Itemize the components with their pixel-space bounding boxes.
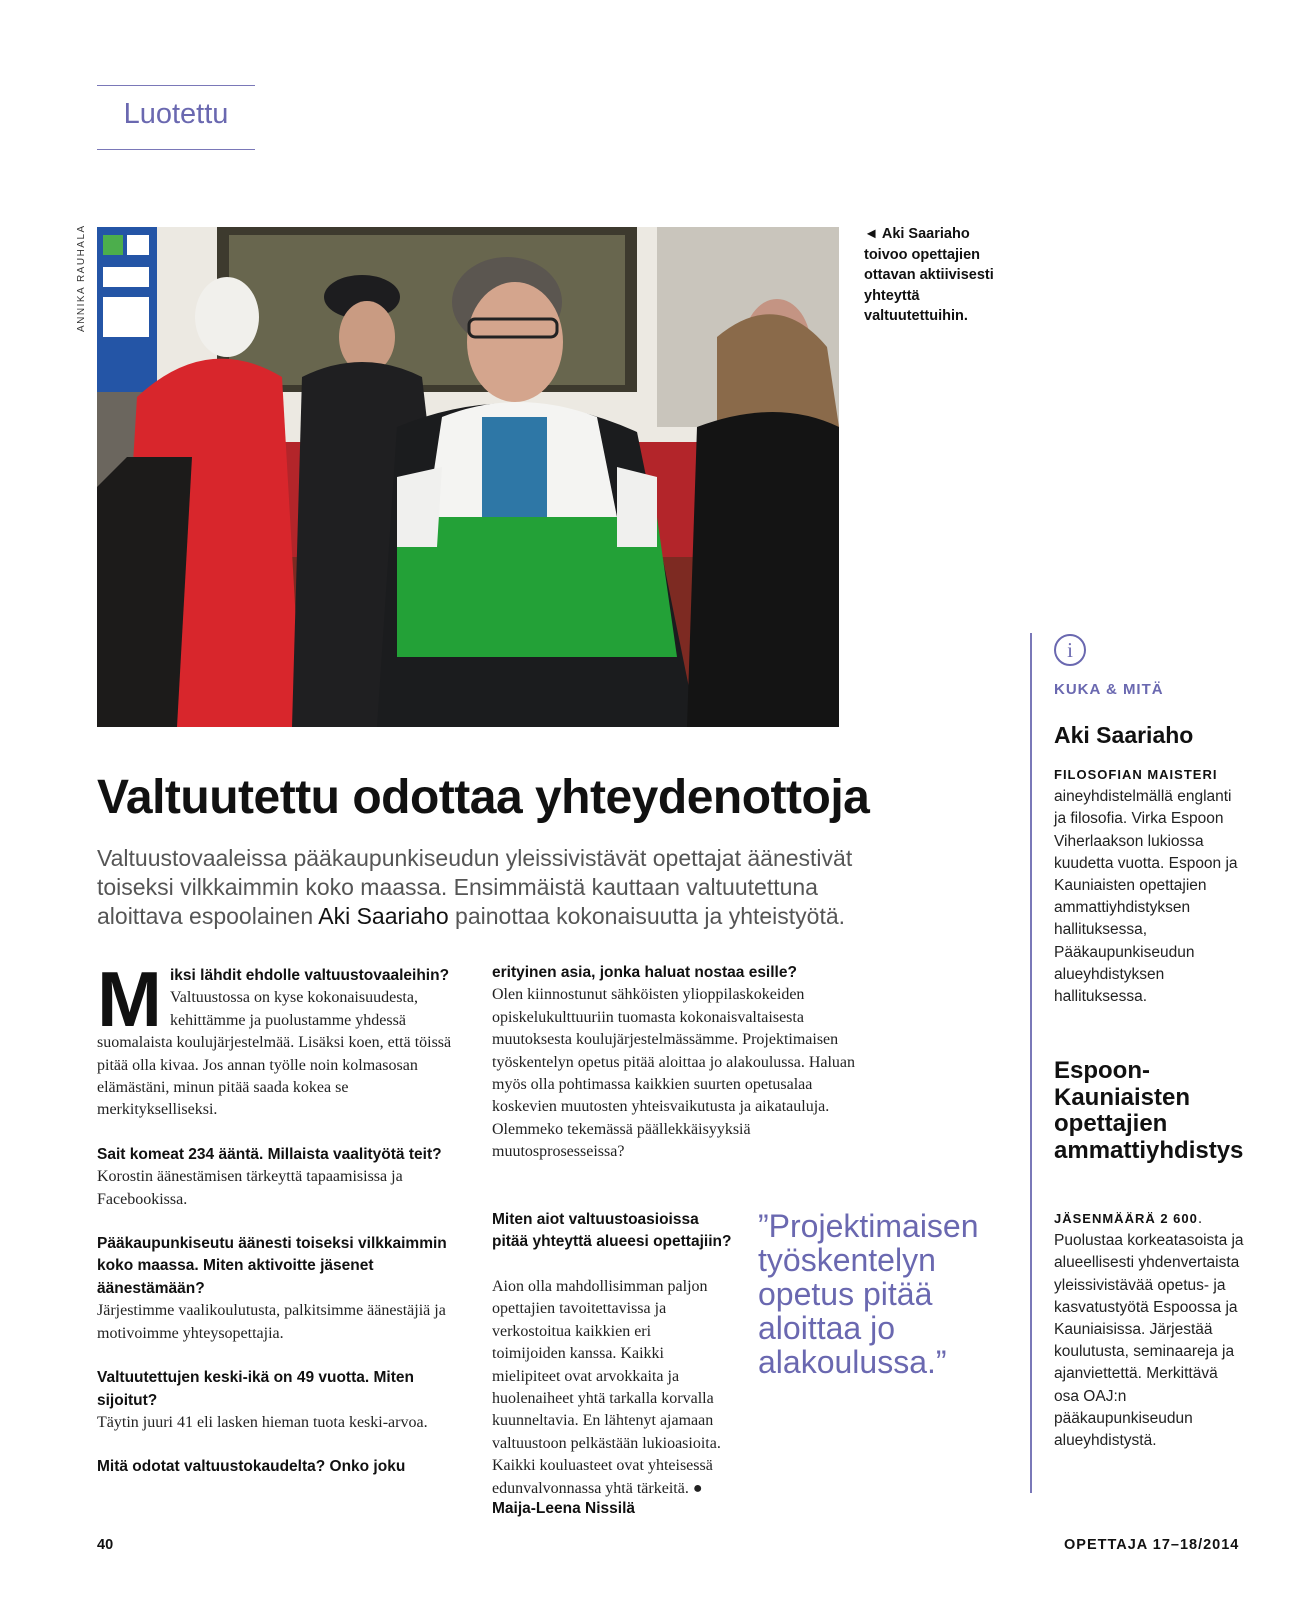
article-lead: [97, 844, 887, 931]
sidebar-kicker: KUKA & MITÄ: [1054, 681, 1164, 698]
lead-name: Aki Saariaho: [318, 903, 449, 929]
answer-1: Valtuustossa on kyse kokonaisuudesta, kehittämme ja puolustamme yhdessä suomalaista koulujärjestelmää. Lisäksi koen, että töissä pitää olla kivaa. Jos annan työlle noin kolmasosan elämästäni, minun pitää saada kokea se merkitykselliseksi.: [97, 989, 452, 1119]
drop-cap: M: [97, 955, 162, 1043]
question-2: Sait komeat 234 ääntä. Millaista vaalityötä teit?: [97, 1145, 442, 1163]
sidebar-person-name: Aki Saariaho: [1054, 722, 1194, 748]
sidebar-rule: [1030, 633, 1032, 1493]
article-headline: Valtuutettu odottaa yhteydenottoja: [97, 771, 870, 824]
article-column-2-lower: [492, 1209, 737, 1254]
question-5-end: erityinen asia, jonka haluat nostaa esille?: [492, 964, 797, 981]
sidebar-degree: FILOSOFIAN MAISTERI: [1054, 767, 1218, 782]
author-byline: Maija-Leena Nissilä: [492, 1500, 636, 1517]
sidebar-bio-text: aineyhdistelmällä englanti ja filosofia. Virka Espoon Viherlaakson lukiossa kuudetta vuotta. Espoon ja Kauniaisten opettajien ammattiyhdistyksen hallituksessa, Pääkaupunkiseudun alueyhdistyksen hallituksessa.: [1054, 788, 1238, 1006]
answer-2: Korostin äänestämisen tärkeyttä tapaamisissa ja Facebookissa.: [97, 1168, 403, 1208]
lead-text-before: Valtuustovaaleissa pääkaupunkiseudun yleissivistävät opettajat äänestivät toiseksi vilkkaimmin koko maassa. Ensimmäistä kauttaan valtuutettuna aloittava espoolainen: [97, 845, 853, 929]
answer-5: Olen kiinnostunut sähköisten ylioppilaskokeiden opiskelukulttuuriin tuomasta kokonaisvaltaisesta muutoksesta koulujärjestelmässämme. Projektimaisen työskentelyn opetus pitää aloittaa jo alakoulussa. Haluan myös olla pohtimassa kaikkien suurten opetusalaa koskevien muutosten yhteisvaikutusta ja aikatauluja. Olemmeko tekemässä päällekkäisyyksiä muutosprosesseissa?: [492, 986, 856, 1161]
question-3: Pääkaupunkiseutu äänesti toiseksi vilkkaimmin koko maassa. Miten aktivoitte jäsenet äänestämään?: [97, 1235, 447, 1297]
answer-6: Aion olla mahdollisimman paljon opettajien tavoitettavissa ja verkostoitua kaikkien eri toimijoiden kanssa. Kaikki mielipiteet ovat arvokkaita ja huolenaiheet yhtä tarkalla korvalla kuunneltavia. En lähtenyt ajamaan valtuustoon pelkästään lukioasioita. Kaikki kouluasteet ovat yhteisessä edunvalvonnassa yhtä tärkeitä.: [492, 1278, 721, 1497]
section-tag: Luotettu: [123, 98, 229, 130]
question-5-start: Mitä odotat valtuustokaudelta? Onko joku: [97, 1458, 406, 1476]
question-6: Miten aiot valtuustoasioissa pitää yhteyttä alueesi opettajiin?: [492, 1211, 732, 1251]
lead-text-after: painottaa kokonaisuutta ja yhteistyötä.: [448, 903, 846, 929]
sidebar-org-text: Puolustaa korkeatasoista ja alueellisesti yhdenvertaista yleissivistävää opetus- ja kasvatustyötä Espoossa ja Kauniaisissa. Järjestää koulutusta, seminaareja ja ajanviettettä. Merkittävä osa OAJ:n pääkaupunkiseudun alueyhdistystä.: [1054, 1232, 1244, 1450]
page-number: 40: [97, 1537, 114, 1553]
article-photo: [97, 227, 839, 727]
sidebar-members: JÄSENMÄÄRÄ 2 600: [1054, 1211, 1198, 1226]
pull-quote: ”Projektimaisen työskentelyn opetus pitää aloittaa jo alakoulussa.”: [758, 1208, 979, 1380]
publication-issue: OPETTAJA 17–18/2014: [1064, 1537, 1240, 1553]
answer-6-top: [492, 1276, 727, 1500]
article-column-2: [492, 962, 857, 1186]
sidebar-org-info: JÄSENMÄÄRÄ 2 600. Puolustaa korkeatasoista ja alueellisesti yhdenvertaista yleissivistävää opetus- ja kasvatustyötä Espoossa ja Kauniaisissa. Järjestää koulutusta, seminaareja ja ajanviettettä. Merkittävä osa OAJ:n pääkaupunkiseudun alueyhdistystä.: [1054, 1208, 1244, 1452]
question-1: iksi lähdit ehdolle valtuustovaaleihin?: [169, 967, 450, 984]
photo-caption: ◄ Aki Saariaho toivoo opettajien ottavan aktiivisesti yhteyttä valtuutettuihin.: [864, 226, 994, 324]
article-column-1: [97, 955, 469, 1479]
section-rule-bottom: [97, 149, 255, 150]
photo-credit: ANNIKA RAUHALA: [76, 224, 87, 332]
sidebar-bio: [1054, 764, 1244, 1008]
question-4: Valtuutettujen keski-ikä on 49 vuotta. Miten sijoitut?: [97, 1369, 414, 1409]
section-rule-top: [97, 85, 255, 86]
answer-3: Järjestimme vaalikoulutusta, palkitsimme äänestäjiä ja motivoimme yhteysopettajia.: [97, 1302, 446, 1342]
sidebar-org-name: Espoon-Kauniaisten opettajien ammattiyhdistys: [1054, 1057, 1244, 1164]
info-icon: i: [1054, 634, 1086, 666]
answer-4: Täytin juuri 41 eli lasken hieman tuota keski-arvoa.: [97, 1413, 428, 1431]
end-mark: ●: [692, 1479, 703, 1497]
